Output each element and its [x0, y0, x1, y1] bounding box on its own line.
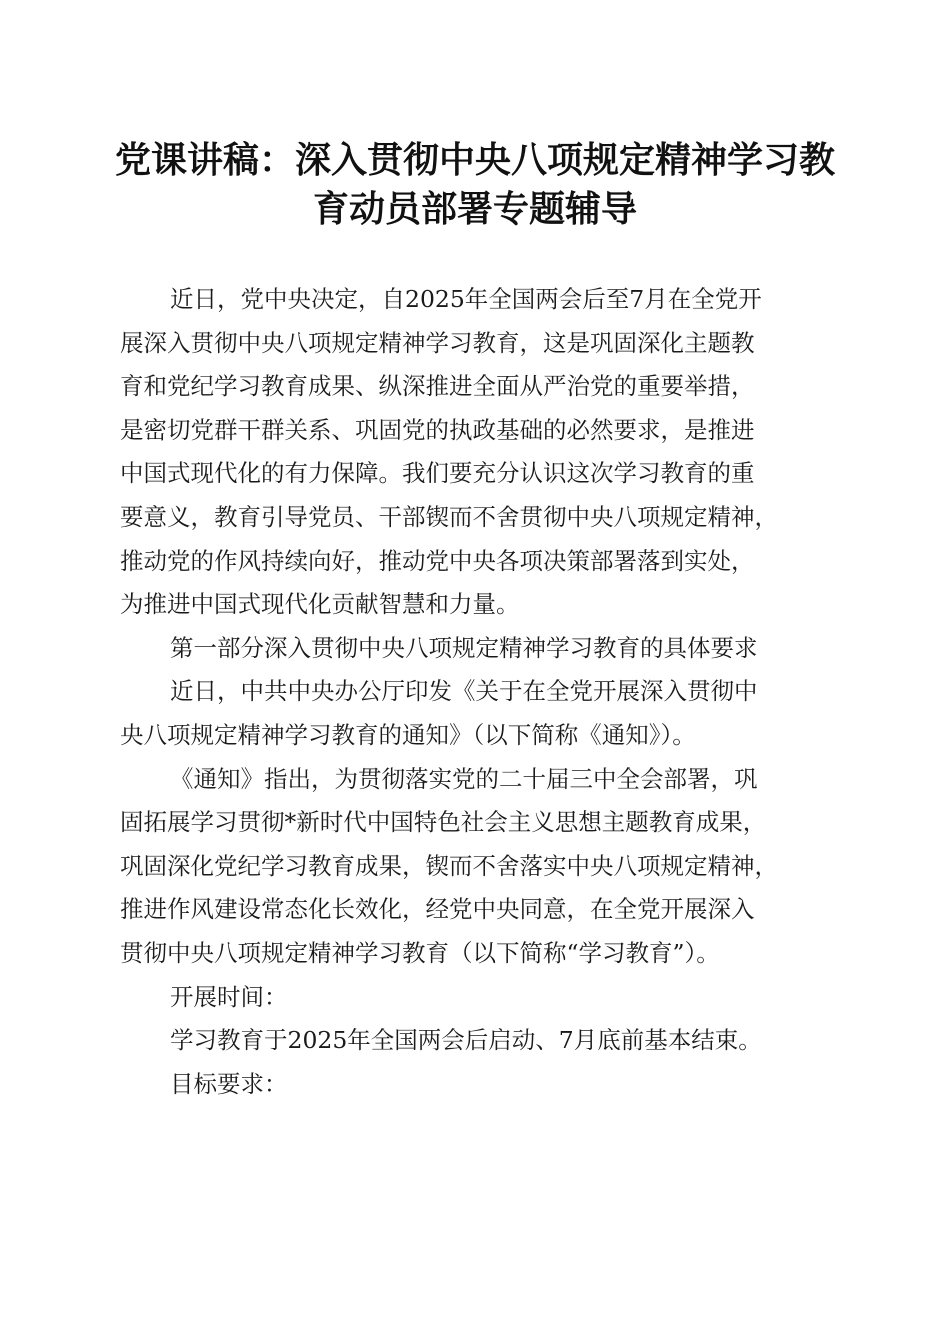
text-line: 要意义，教育引导党员、干部锲而不舍贯彻中央八项规定精神，: [120, 502, 778, 531]
document-title: [110, 136, 840, 234]
text-line: 《通知》指出，为贯彻落实党的二十届三中全会部署，巩: [170, 764, 758, 793]
goal-label: 目标要求：: [170, 1069, 288, 1098]
text-line: 是密切党群干群关系、巩固党的执政基础的必然要求，是推进: [120, 415, 755, 444]
text-line: 育和党纪学习教育成果、纵深推进全面从严治党的重要举措，: [120, 372, 755, 401]
text-line: 巩固深化党纪学习教育成果，锲而不舍落实中央八项规定精神，: [120, 851, 778, 880]
time-text: 学习教育于2025年全国两会后启动、7月底前基本结束。: [170, 1026, 762, 1055]
text-line: 为推进中国式现代化贡献智慧和力量。: [120, 590, 520, 619]
intro-paragraph: [120, 278, 840, 627]
text-line: 推动党的作风持续向好，推动党中央各项决策部署落到实处，: [120, 546, 755, 575]
text-line: 中国式现代化的有力保障。我们要充分认识这次学习教育的重: [120, 459, 755, 488]
notice-paragraph: [120, 670, 840, 757]
text-line: 展深入贯彻中央八项规定精神学习教育，这是巩固深化主题教: [120, 328, 755, 357]
section-heading: 第一部分深入贯彻中央八项规定精神学习教育的具体要求: [170, 633, 758, 662]
text-line: 贯彻中央八项规定精神学习教育（以下简称“学习教育”）。: [120, 938, 720, 967]
text-line: 央八项规定精神学习教育的通知》（以下简称《通知》）。: [120, 720, 696, 749]
text-line: 近日，中共中央办公厅印发《关于在全党开展深入贯彻中: [170, 677, 758, 706]
text-line: 固拓展学习贯彻*新时代中国特色社会主义思想主题教育成果，: [120, 808, 767, 837]
text-line: 近日，党中央决定，自2025年全国两会后至7月在全党开: [170, 285, 762, 313]
notice-content-paragraph: [120, 758, 840, 976]
title-line-2: 育动员部署专题辅导: [312, 188, 637, 230]
document-body: [120, 278, 840, 1106]
title-line-1: 党课讲稿：深入贯彻中央八项规定精神学习教: [114, 139, 835, 181]
text-line: 推进作风建设常态化长效化，经党中央同意，在全党开展深入: [120, 895, 755, 924]
time-label: 开展时间：: [170, 982, 288, 1011]
